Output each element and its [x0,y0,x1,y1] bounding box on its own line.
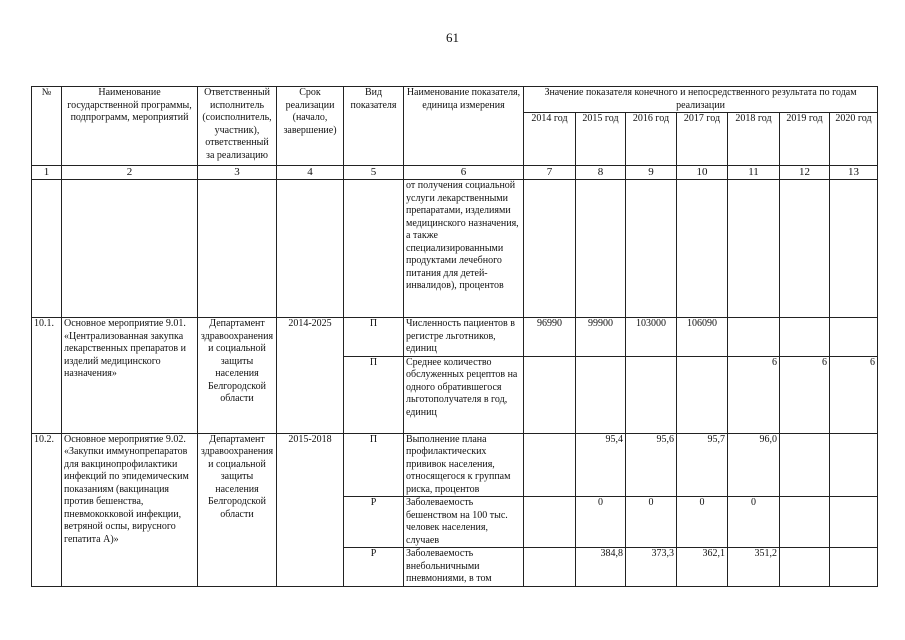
column-number: 6 [404,166,524,180]
header-values-group: Значение показателя конечного и непосредственного результата по годам реализации [524,87,878,113]
indicator-name: Заболеваемость бешенством на 100 тыс. человек населения, случаев [404,497,524,548]
value-cell [524,180,576,318]
column-number: 10 [677,166,728,180]
indicator-value [780,548,830,587]
item-number: 10.1. [32,318,62,434]
indicator-value [780,433,830,497]
item-name: Основное мероприятие 9.02. «Закупки иммунопрепаратов для вакцинопрофилактики инфекций по эпидемическим показаниям (вакцинация против бешенства, пневмококковой инфекции, ветряной оспы, вирусного гепатита А)» [62,433,198,586]
column-number: 4 [277,166,344,180]
indicator-name: Численность пациентов в регистре льготников, единиц [404,318,524,357]
indicator-value: 96,0 [728,433,780,497]
column-number: 9 [626,166,677,180]
indicator-value: 0 [576,497,626,548]
item-period: 2014-2025 [277,318,344,434]
indicator-type: П [344,318,404,357]
indicator-type: Р [344,497,404,548]
header-indicator-name: Наименование показателя, единица измерения [404,87,524,166]
column-number: 11 [728,166,780,180]
indicator-value [780,318,830,357]
empty-cell [277,180,344,318]
indicator-value: 6 [728,356,780,433]
header-year: 2014 год [524,113,576,166]
header-year: 2018 год [728,113,780,166]
header-year: 2016 год [626,113,677,166]
value-cell [830,180,878,318]
indicator-value: 6 [780,356,830,433]
indicator-value [524,497,576,548]
header-year: 2020 год [830,113,878,166]
column-number: 8 [576,166,626,180]
column-number: 3 [198,166,277,180]
indicator-value [626,356,677,433]
column-number: 5 [344,166,404,180]
header-period: Срок реализации (начало, завершение) [277,87,344,166]
indicator-type: Р [344,548,404,587]
indicator-value: 106090 [677,318,728,357]
indicator-value [830,497,878,548]
header-year: 2019 год [780,113,830,166]
value-cell [728,180,780,318]
empty-cell [62,180,198,318]
indicator-value: 0 [626,497,677,548]
indicator-value: 362,1 [677,548,728,587]
column-number: 1 [32,166,62,180]
item-period: 2015-2018 [277,433,344,586]
indicator-value [830,548,878,587]
indicator-value: 384,8 [576,548,626,587]
indicator-value [728,318,780,357]
column-number: 7 [524,166,576,180]
indicator-name: Выполнение плана профилактических прививок населения, относящегося к группам риска, процентов [404,433,524,497]
indicator-value [524,356,576,433]
value-cell [576,180,626,318]
header-year: 2017 год [677,113,728,166]
column-number: 13 [830,166,878,180]
indicator-name-continued: от получения социальной услуги лекарственными препаратами, изделиями медицинского назначения, а также специализированными продуктами лечебного питания для детей-инвалидов), процентов [404,180,524,318]
header-executor: Ответственный исполнитель (соисполнитель, участник), ответственный за реализацию [198,87,277,166]
column-number: 2 [62,166,198,180]
indicator-value [830,433,878,497]
indicator-value: 95,7 [677,433,728,497]
value-cell [626,180,677,318]
indicator-value [524,433,576,497]
indicator-value: 99900 [576,318,626,357]
indicator-value [830,318,878,357]
column-number: 12 [780,166,830,180]
indicator-value: 103000 [626,318,677,357]
indicator-value [677,356,728,433]
empty-cell [32,180,62,318]
indicator-value [576,356,626,433]
item-name: Основное мероприятие 9.01. «Централизованная закупка лекарственных препаратов и изделий медицинского назначения» [62,318,198,434]
header-program-name: Наименование государственной программы, подпрограмм, мероприятий [62,87,198,166]
indicator-value: 351,2 [728,548,780,587]
indicator-value: 0 [677,497,728,548]
indicator-type: П [344,356,404,433]
indicator-value [524,548,576,587]
value-cell [677,180,728,318]
header-indicator-type: Вид показателя [344,87,404,166]
header-number: № [32,87,62,166]
item-number: 10.2. [32,433,62,586]
indicator-value: 96990 [524,318,576,357]
indicator-name: Среднее количество обслуженных рецептов на одного обратившегося льготополучателя в год, единиц [404,356,524,433]
indicator-value: 95,4 [576,433,626,497]
item-executor: Департамент здравоохранения и социальной защиты населения Белгородской области [198,318,277,434]
header-year: 2015 год [576,113,626,166]
indicator-value: 373,3 [626,548,677,587]
item-executor: Департамент здравоохранения и социальной защиты населения Белгородской области [198,433,277,586]
indicator-table [31,86,878,587]
empty-cell [198,180,277,318]
indicator-value: 6 [830,356,878,433]
empty-cell [344,180,404,318]
indicator-value [780,497,830,548]
indicator-value: 0 [728,497,780,548]
indicator-type: П [344,433,404,497]
value-cell [780,180,830,318]
indicator-name: Заболеваемость внебольничными пневмониями, в том [404,548,524,587]
page-number: 61 [446,30,459,45]
indicator-value: 95,6 [626,433,677,497]
